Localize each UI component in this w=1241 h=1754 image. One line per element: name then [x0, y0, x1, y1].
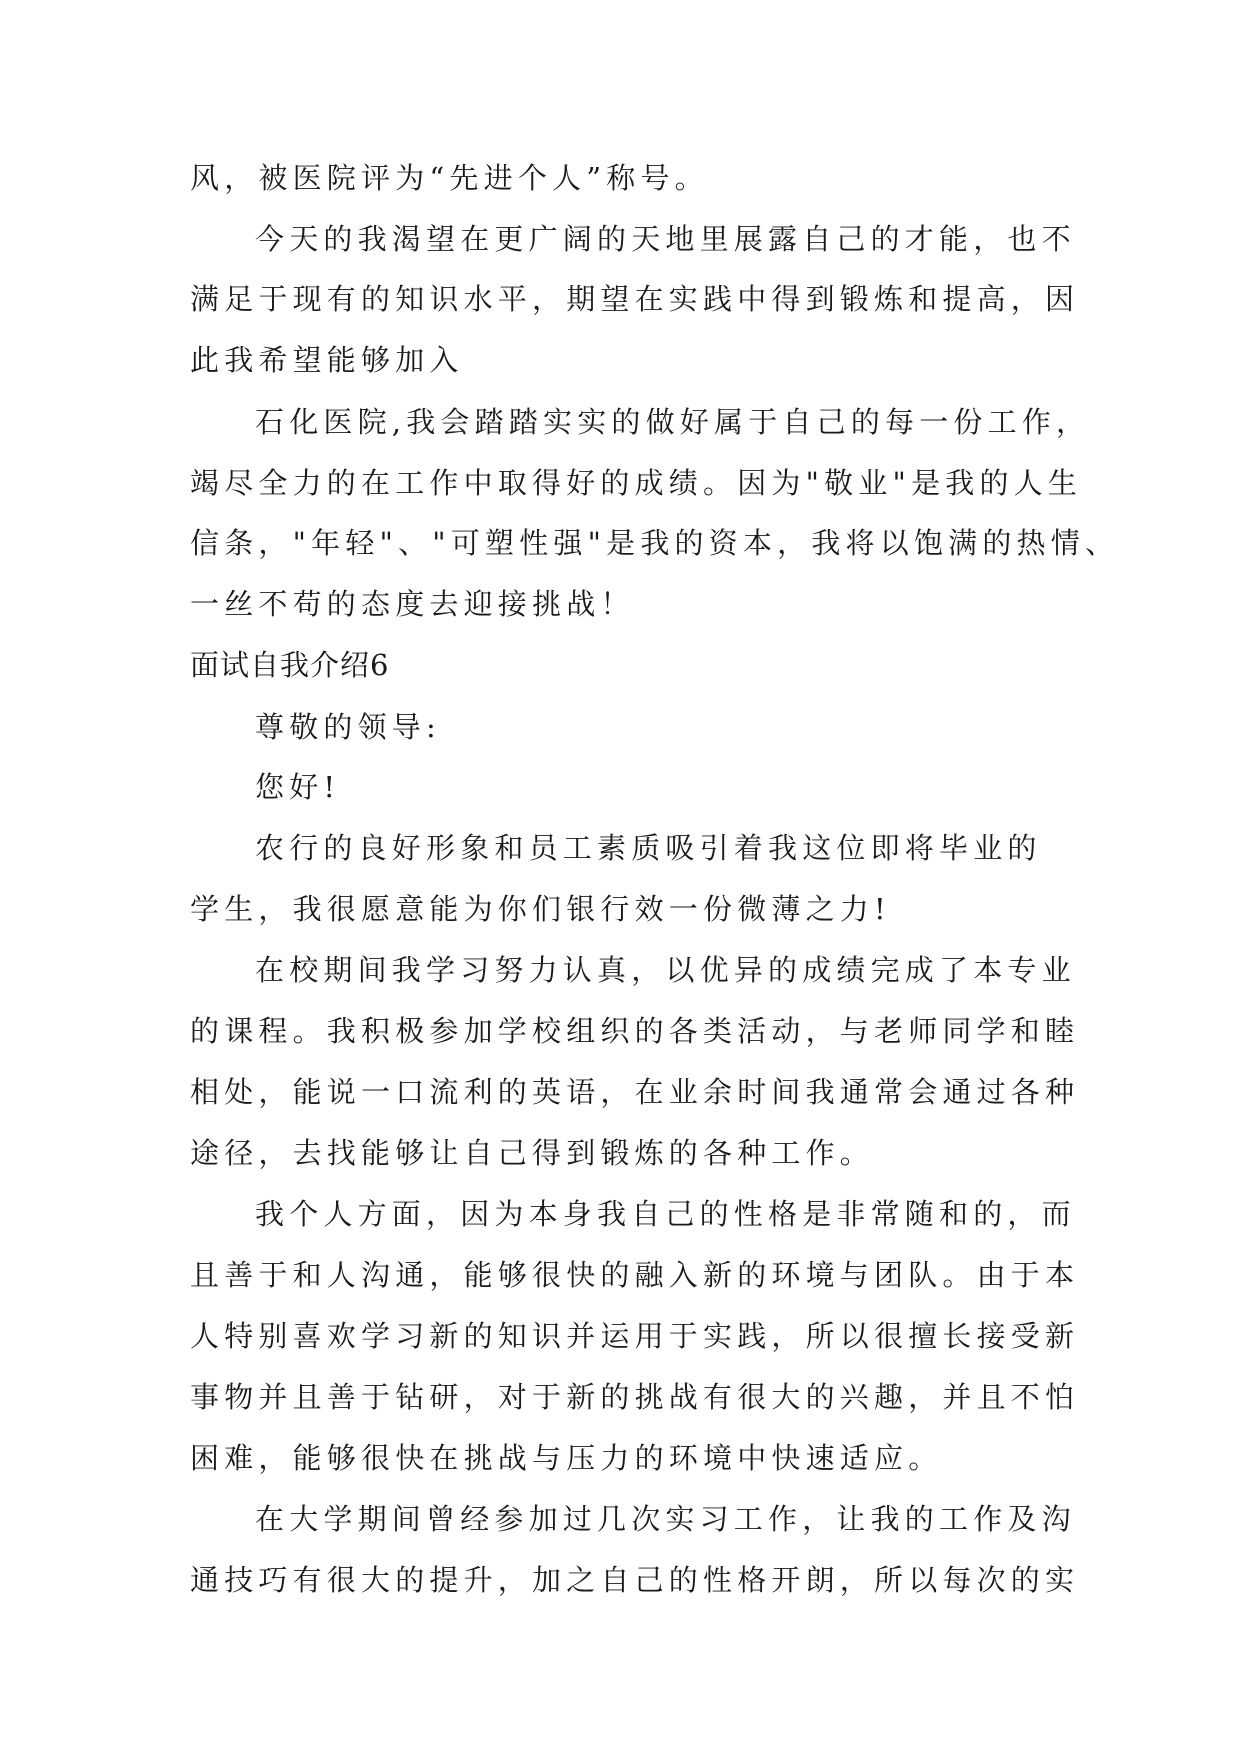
salutation: 尊敬的领导: [255, 710, 441, 744]
text-line: 信条，"年轻"、"可塑性强"是我的资本，我将以饱满的热情、 [190, 526, 1120, 560]
text-line: 风，被医院评为“先进个人”称号。 [190, 161, 709, 195]
text-line: 石化医院,我会踏踏实实的做好属于自己的每一份工作， [255, 405, 1091, 439]
text-line: 且善于和人沟通，能够很快的融入新的环境与团队。由于本 [190, 1258, 1080, 1292]
text-line: 满足于现有的知识水平，期望在实践中得到锻炼和提高，因 [190, 282, 1080, 316]
text-line: 我个人方面，因为本身我自己的性格是非常随和的，而 [255, 1197, 1076, 1231]
text-line: 困难，能够很快在挑战与压力的环境中快速适应。 [190, 1441, 943, 1475]
greeting: 您好! [255, 770, 341, 804]
text-line: 此我希望能够加入 [190, 343, 464, 377]
text-line: 今天的我渴望在更广阔的天地里展露自己的才能，也不 [255, 222, 1076, 256]
text-line: 事物并且善于钻研，对于新的挑战有很大的兴趣，并且不怕 [190, 1380, 1080, 1414]
text-line: 农行的良好形象和员工素质吸引着我这位即将毕业的 [255, 831, 1042, 865]
text-line: 学生，我很愿意能为你们银行效一份微薄之力! [190, 892, 891, 926]
text-line: 在校期间我学习努力认真，以优异的成绩完成了本专业 [255, 953, 1076, 987]
text-line: 人特别喜欢学习新的知识并运用于实践，所以很擅长接受新 [190, 1319, 1080, 1353]
text-line: 相处，能说一口流利的英语，在业余时间我通常会通过各种 [190, 1075, 1080, 1109]
text-line: 一丝不苟的态度去迎接挑战！ [190, 587, 635, 621]
text-line: 的课程。我积极参加学校组织的各类活动，与老师同学和睦 [190, 1014, 1080, 1048]
section-heading: 面试自我介绍6 [190, 648, 390, 682]
text-line: 竭尽全力的在工作中取得好的成绩。因为"敬业"是我的人生 [190, 466, 1083, 500]
text-line: 通技巧有很大的提升，加之自己的性格开朗，所以每次的实 [190, 1563, 1080, 1597]
text-line: 在大学期间曾经参加过几次实习工作，让我的工作及沟 [255, 1502, 1076, 1536]
text-line: 途径，去找能够让自己得到锻炼的各种工作。 [190, 1136, 875, 1170]
